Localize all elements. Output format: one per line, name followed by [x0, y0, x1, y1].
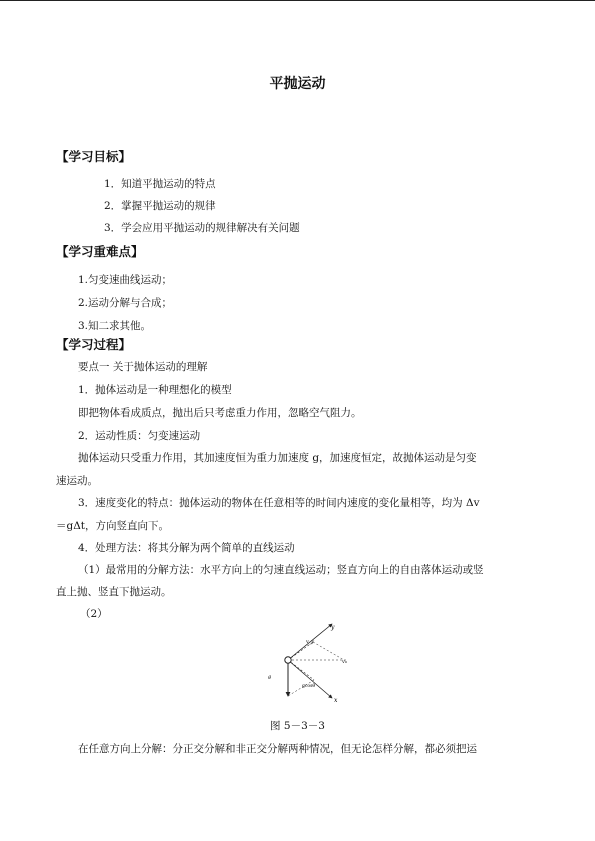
- x-axis-line: [288, 660, 332, 698]
- item1: 1．抛体运动是一种理想化的模型: [78, 384, 232, 396]
- page-title: 平抛运动: [269, 76, 326, 92]
- key-point-item-2: 2.运动分解与合成；: [78, 297, 173, 309]
- vy-label: v_y: [306, 639, 315, 645]
- v0-label: v₀: [342, 659, 347, 665]
- item3-line1: 3．速度变化的特点：抛体运动的物体在任意相等的时间内速度的变化量相等，均为 Δv: [78, 497, 480, 509]
- g-label: g: [268, 674, 272, 680]
- parallelogram-edge-1: [313, 642, 344, 660]
- item4-sub1-line1: （1）最常用的分解方法：水平方向上的匀速直线运动；竖直方向上的自由落体运动或竖: [78, 564, 484, 576]
- key-point-item-1: 1.匀变速曲线运动；: [78, 274, 173, 286]
- figure-caption: 图 5－3－3: [270, 720, 325, 732]
- item2: 2．运动性质：匀变速运动: [78, 430, 201, 442]
- item2-desc-line1: 抛体运动只受重力作用，其加速度恒为重力加速度 g，加速度恒定，故抛体运动是匀变: [78, 452, 477, 464]
- gcos-label: gcosθ: [302, 684, 316, 689]
- item2-desc-line2: 速运动。: [56, 475, 98, 487]
- last-paragraph-line: 在任意方向上分解：分正交分解和非正交分解两种情况，但无论怎样分解，都必须把运: [78, 743, 477, 755]
- item4: 4．处理方法：将其分解为两个简单的直线运动: [78, 542, 295, 554]
- goal-item-2: 2．掌握平抛运动的规律: [104, 200, 216, 212]
- vx-component-line: [288, 660, 314, 680]
- item4-sub1-line2: 直上抛、竖直下抛运动。: [56, 586, 172, 598]
- point1-title: 要点一 关于抛体运动的理解: [78, 361, 208, 373]
- item1-desc: 即把物体看成质点，抛出后只考虑重力作用，忽略空气阻力。: [78, 407, 362, 419]
- heading-process: 【学习过程】: [56, 337, 132, 352]
- goal-item-3: 3．学会应用平抛运动的规律解决有关问题: [104, 222, 300, 234]
- top-border-line: [0, 0, 595, 1]
- heading-key-points: 【学习重难点】: [56, 244, 144, 259]
- decomposition-figure: [266, 620, 356, 710]
- item3-line2: ＝gΔt，方向竖直向下。: [56, 520, 170, 532]
- projectile-ball: [285, 657, 291, 663]
- x-axis-label: x: [334, 697, 338, 704]
- item4-sub2: （2）: [80, 608, 108, 620]
- key-point-item-3: 3.知二求其他。: [78, 320, 152, 332]
- goal-item-1: 1．知道平抛运动的特点: [104, 178, 216, 190]
- y-axis-label: y: [331, 624, 335, 631]
- heading-goals: 【学习目标】: [56, 149, 132, 164]
